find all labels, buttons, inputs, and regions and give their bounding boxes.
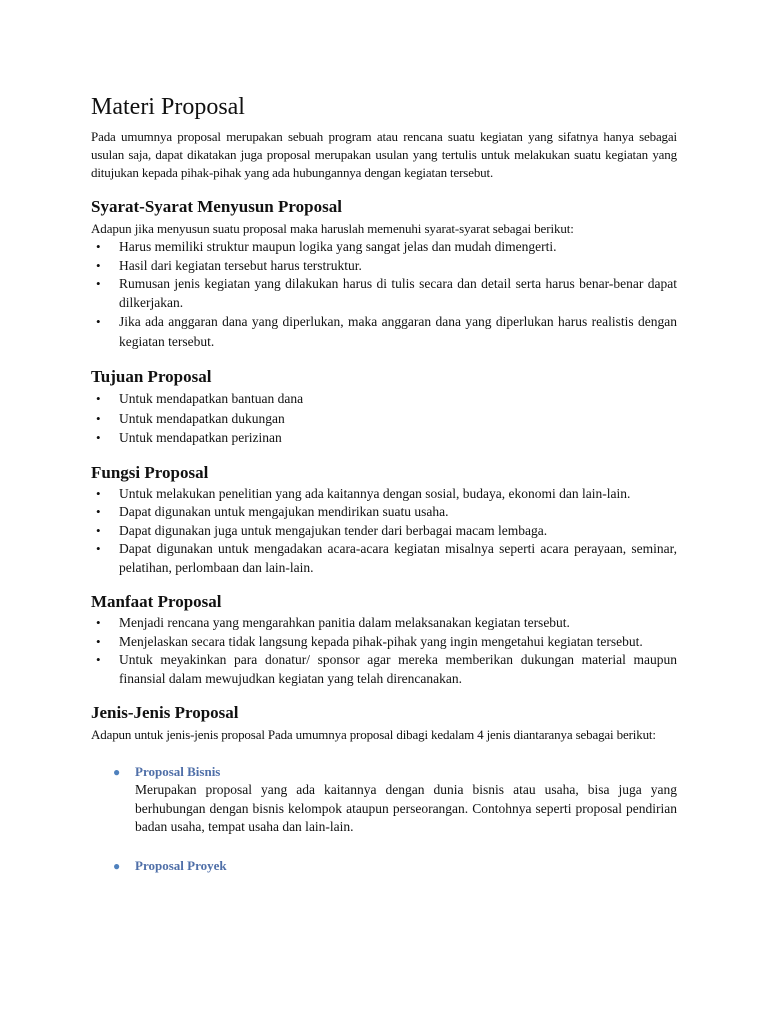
page-title: Materi Proposal bbox=[91, 94, 245, 120]
list-item: • Dapat digunakan untuk mengajukan mendirikan suatu usaha. bbox=[91, 503, 677, 522]
list-item: • Untuk meyakinkan para donatur/ sponsor agar mereka memberikan dukungan material maupun finansial dalam mewujudkan kegiatan yang telah direncanakan. bbox=[91, 651, 677, 688]
proposal-type-title: Proposal Proyek bbox=[135, 857, 227, 873]
bullet-icon: ● bbox=[113, 765, 121, 779]
bullet-icon: ● bbox=[113, 858, 121, 873]
section-heading-jenis: Jenis-Jenis Proposal bbox=[91, 703, 239, 722]
fungsi-list bbox=[91, 485, 677, 578]
list-item: • Dapat digunakan juga untuk mengajukan tender dari berbagai macam lembaga. bbox=[91, 522, 677, 541]
list-item: • Jika ada anggaran dana yang diperlukan, maka anggaran dana yang diperlukan harus realistis dengan kegiatan tersebut. bbox=[91, 312, 677, 352]
list-item: • Menjadi rencana yang mengarahkan panitia dalam melaksanakan kegiatan tersebut. bbox=[91, 614, 677, 633]
document-content bbox=[91, 92, 677, 895]
list-item: • Untuk melakukan penelitian yang ada kaitannya dengan sosial, budaya, ekonomi dan lain-lain. bbox=[91, 485, 677, 504]
syarat-lead: Adapun jika menyusun suatu proposal maka haruslah memenuhi syarat-syarat sebagai berikut: bbox=[91, 221, 574, 236]
manfaat-list bbox=[91, 614, 677, 688]
syarat-list bbox=[91, 238, 677, 352]
list-item: • Hasil dari kegiatan tersebut harus terstruktur. bbox=[91, 257, 677, 276]
proposal-type-description: Merupakan proposal yang ada kaitannya dengan dunia bisnis atau usaha, bisa juga yang berhubungan dengan bisnis kelompok ataupun perseorangan. Contohnya seperti proposal pendirian badan usaha, tempat usaha dan lain-lain. bbox=[135, 782, 677, 834]
proposal-type-item bbox=[91, 857, 677, 875]
jenis-lead: Adapun untuk jenis-jenis proposal Pada umumnya proposal dibagi kedalam 4 jenis diantaranya sebagai berikut: bbox=[91, 727, 656, 742]
section-heading-syarat: Syarat-Syarat Menyusun Proposal bbox=[91, 197, 342, 216]
list-item: • Dapat digunakan untuk mengadakan acara-acara kegiatan misalnya seperti acara perayaan, seminar, pelatihan, perlombaan dan lain-lain. bbox=[91, 540, 677, 577]
list-item: • Untuk mendapatkan dukungan bbox=[91, 409, 677, 429]
proposal-type-title: Proposal Bisnis bbox=[135, 764, 221, 779]
tujuan-list bbox=[91, 389, 677, 448]
section-heading-manfaat: Manfaat Proposal bbox=[91, 592, 222, 611]
list-item: • Harus memiliki struktur maupun logika yang sangat jelas dan mudah dimengerti. bbox=[91, 238, 677, 257]
intro-paragraph: Pada umumnya proposal merupakan sebuah program atau rencana suatu kegiatan yang sifatnya hanya sebagai usulan saja, dapat dikatakan juga proposal merupakan usulan yang tertulis untuk melakukan suatu kegiatan yang ditujukan kepada pihak-pihak yang ada hubungannya dengan kegiatan tersebut. bbox=[91, 129, 677, 180]
proposal-type-item bbox=[91, 763, 677, 837]
list-item: • Untuk mendapatkan perizinan bbox=[91, 428, 677, 448]
list-item: • Untuk mendapatkan bantuan dana bbox=[91, 389, 677, 409]
section-heading-fungsi: Fungsi Proposal bbox=[91, 462, 209, 482]
list-item: • Menjelaskan secara tidak langsung kepada pihak-pihak yang ingin mengetahui kegiatan tersebut. bbox=[91, 633, 677, 652]
list-item: • Rumusan jenis kegiatan yang dilakukan harus di tulis secara dan detail serta harus benar-benar dapat dilkerjakan. bbox=[91, 275, 677, 312]
section-heading-tujuan: Tujuan Proposal bbox=[91, 367, 212, 386]
